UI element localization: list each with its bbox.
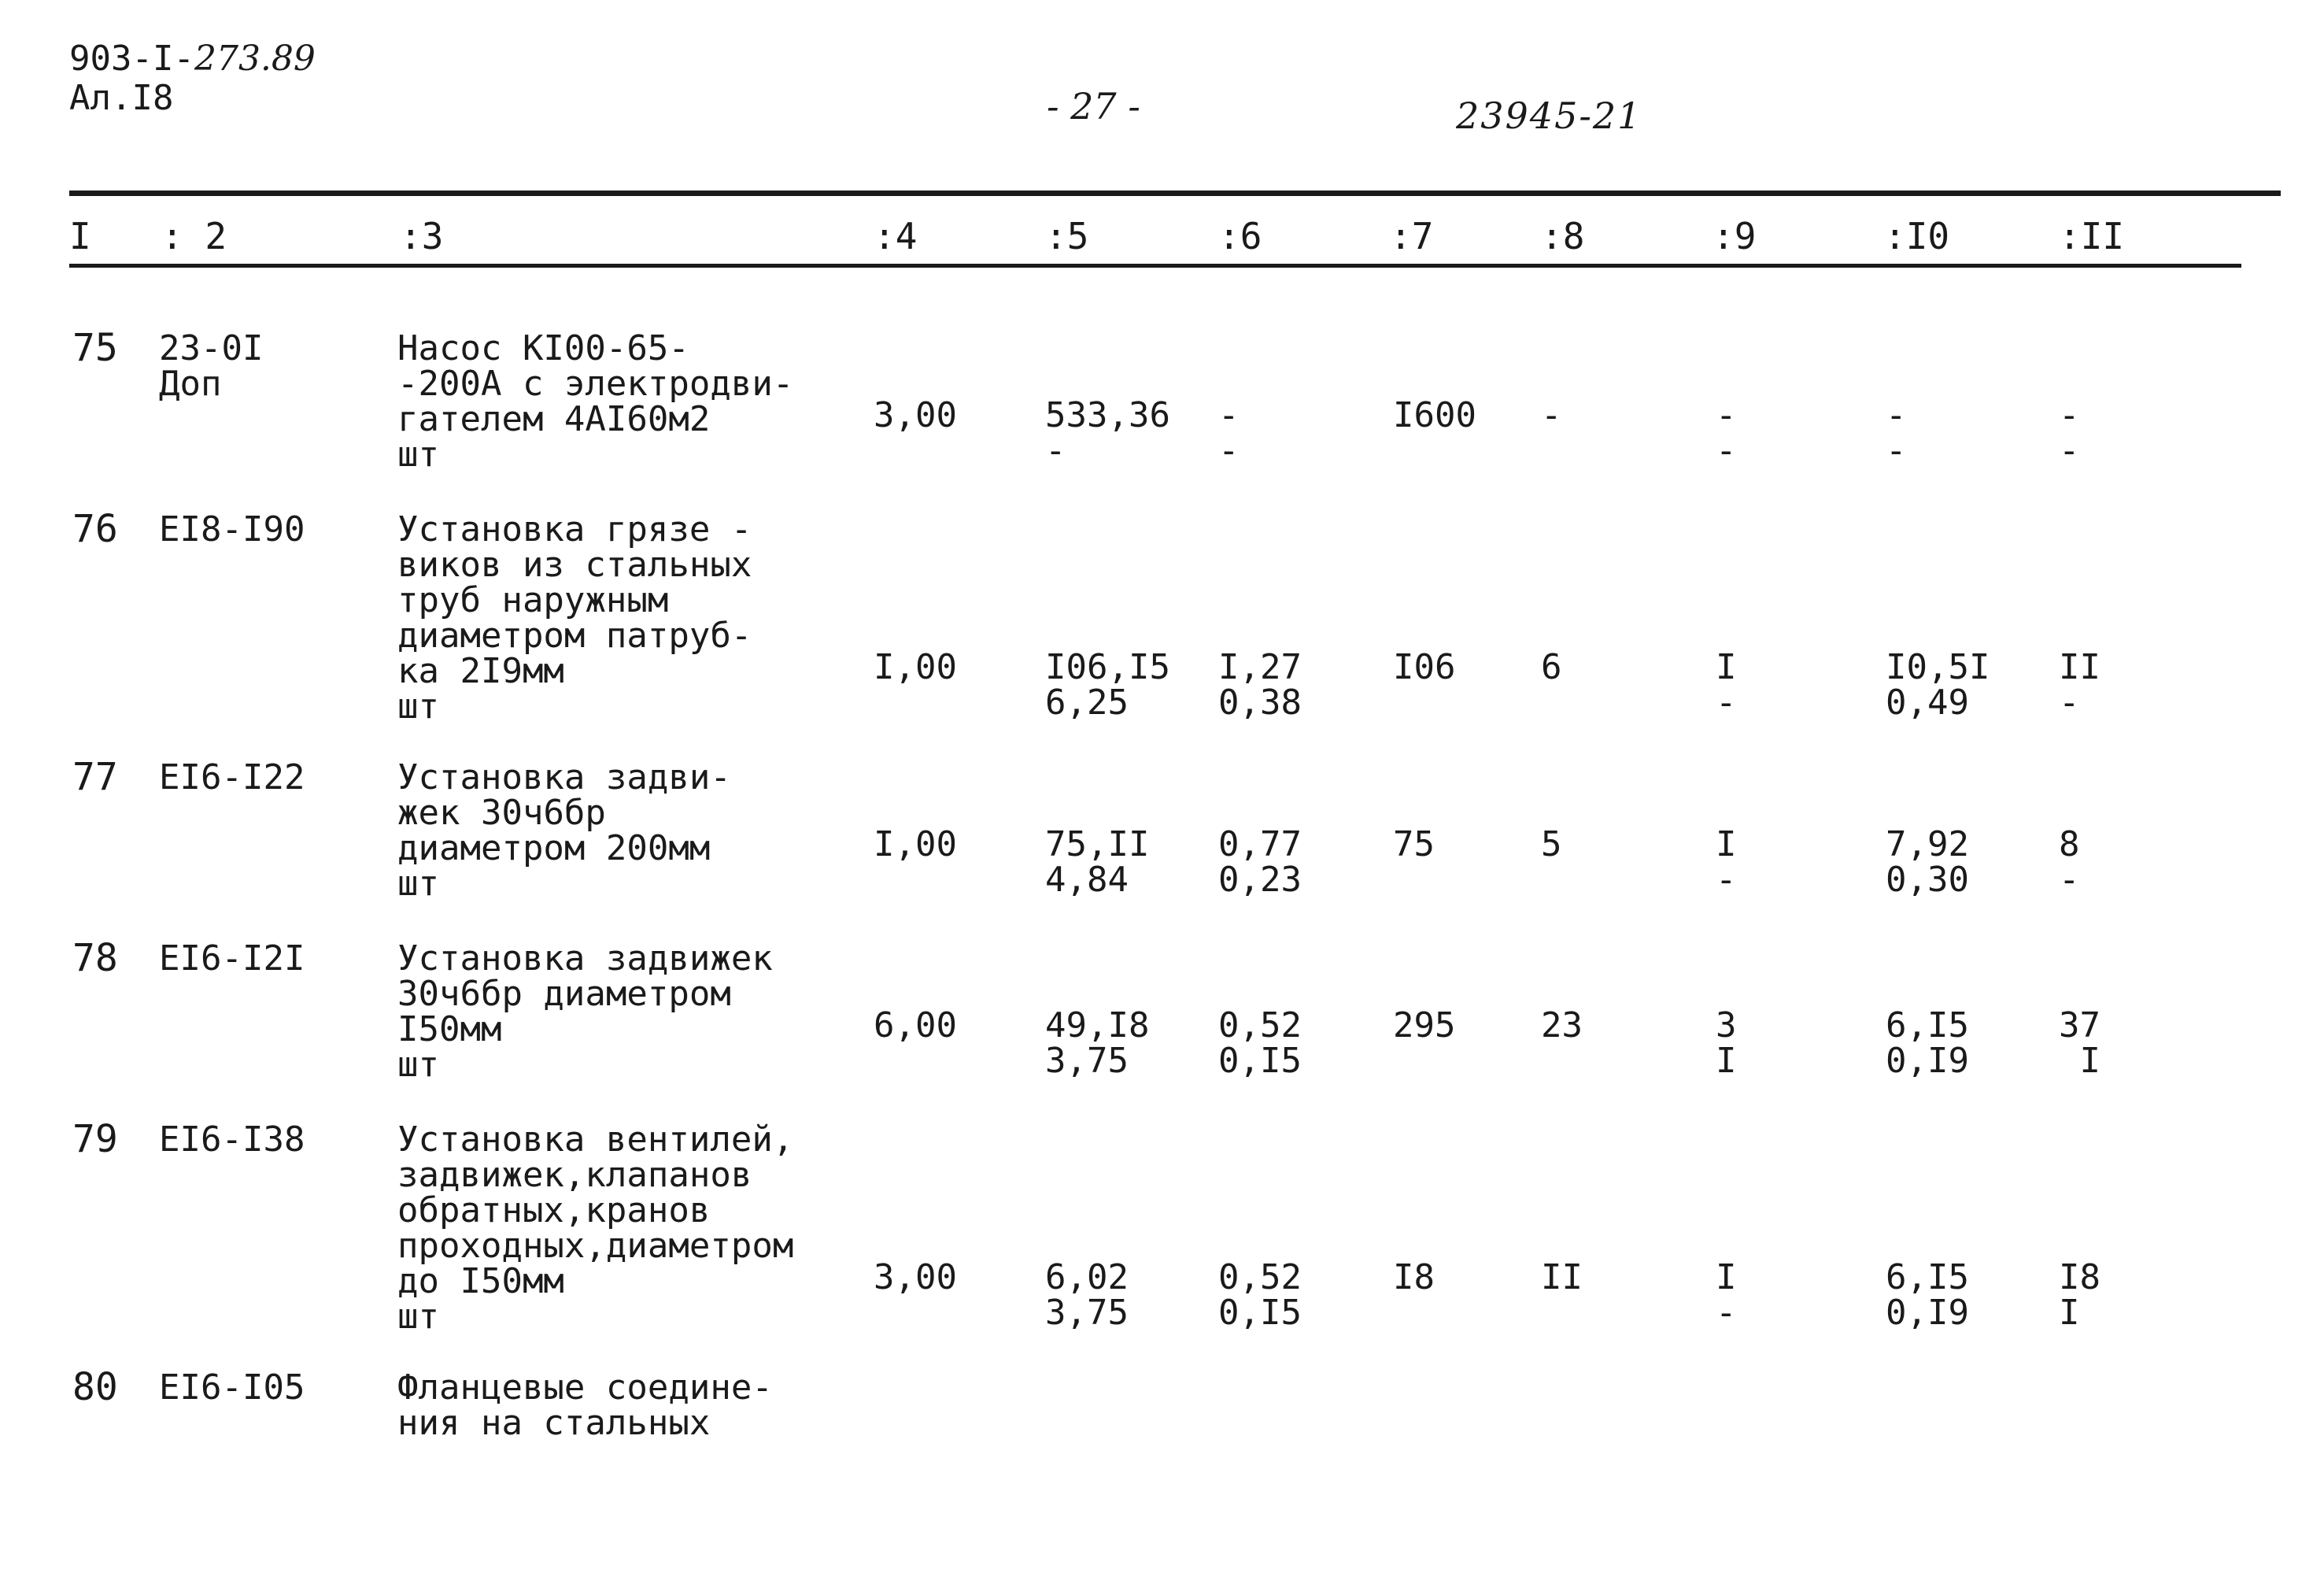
row-code: ЕI6-I38 [159, 1119, 305, 1160]
sheet-label: Ал.I8 [69, 78, 174, 118]
row-col4: 3,00 [874, 1257, 957, 1297]
row-code: ЕI6-I22 [159, 757, 305, 797]
row-col6: - - [1218, 395, 1240, 471]
series-handwritten: 273.89 [194, 39, 316, 79]
row-col5: I06,I5 6,25 [1045, 647, 1170, 723]
column-header-8: :8 [1541, 215, 1585, 257]
row-code: ЕI6-I05 [159, 1367, 305, 1408]
row-col9: - - [1716, 395, 1737, 471]
row-description: Установка грязе - виков из стальных труб наружным диаметром патруб- ка 2I9мм шт [397, 509, 752, 727]
row-description: Насос КI00-65- -200А с электродви- гателем 4АI60м2 шт [397, 328, 794, 475]
series-prefix: 903-I- [69, 39, 194, 79]
row-col9: I - [1716, 824, 1737, 900]
column-header-11: :II [2059, 215, 2125, 257]
row-number: 77 [72, 755, 118, 799]
row-col11: 8 - [2059, 824, 2080, 900]
row-col5: 6,02 3,75 [1045, 1257, 1129, 1333]
column-header-row [0, 214, 2324, 261]
header-rule [69, 264, 2241, 268]
row-col11: I8 I [2059, 1257, 2100, 1333]
row-code: ЕI8-I90 [159, 509, 305, 549]
row-description: Фланцевые соедине- ния на стальных [397, 1367, 773, 1443]
row-col8: 5 [1541, 824, 1562, 864]
column-header-9: :9 [1713, 215, 1757, 257]
row-number: 78 [72, 936, 118, 980]
row-description: Установка вентилей, задвижек,клапанов обратных,кранов проходных,диаметром до I50мм шт [397, 1119, 794, 1337]
row-col4: 6,00 [874, 1005, 957, 1045]
row-col8: II [1541, 1257, 1583, 1297]
row-col5: 533,36 - [1045, 395, 1170, 471]
document-number: 23945-21 [1456, 94, 1642, 137]
column-header-3: :3 [400, 215, 444, 257]
row-col4: I,00 [874, 824, 957, 864]
row-code: ЕI6-I2I [159, 938, 305, 979]
row-col6: I,27 0,38 [1218, 647, 1302, 723]
row-number: 79 [72, 1117, 118, 1161]
row-col6: 0,52 0,I5 [1218, 1257, 1302, 1333]
row-col7: 295 [1393, 1005, 1456, 1045]
row-col5: 75,II 4,84 [1045, 824, 1150, 900]
row-number: 76 [72, 507, 118, 551]
row-col7: I600 [1393, 395, 1476, 435]
row-col6: 0,52 0,I5 [1218, 1005, 1302, 1081]
row-col9: I - [1716, 1257, 1737, 1333]
page-number: - 27 - [1047, 85, 1140, 128]
row-col9: 3 I [1716, 1005, 1737, 1081]
row-col10: 6,I5 0,I9 [1886, 1005, 1969, 1081]
column-header-4: :4 [874, 215, 918, 257]
column-header-7: :7 [1390, 215, 1434, 257]
row-col4: 3,00 [874, 395, 957, 435]
row-col7: I06 [1393, 647, 1456, 687]
row-col6: 0,77 0,23 [1218, 824, 1302, 900]
row-col11: II - [2059, 647, 2100, 723]
row-number: 75 [72, 326, 118, 370]
row-col8: 23 [1541, 1005, 1583, 1045]
row-description: Установка задви- жек 30ч6бр диаметром 200мм шт [397, 757, 731, 904]
row-col7: 75 [1393, 824, 1435, 864]
column-header-5: :5 [1045, 215, 1089, 257]
row-col10: I0,5I 0,49 [1886, 647, 1990, 723]
top-rule [69, 191, 2281, 196]
column-header-2: : 2 [161, 215, 227, 257]
column-header-6: :6 [1218, 215, 1262, 257]
row-col8: - [1541, 395, 1562, 435]
row-col4: I,00 [874, 647, 957, 687]
row-col5: 49,I8 3,75 [1045, 1005, 1150, 1081]
row-col11: 37 I [2059, 1005, 2100, 1081]
series-code [69, 39, 316, 79]
column-header-10: :I0 [1884, 215, 1950, 257]
row-col10: - - [1886, 395, 1907, 471]
row-col8: 6 [1541, 647, 1562, 687]
row-col9: I - [1716, 647, 1737, 723]
row-number: 80 [72, 1365, 118, 1409]
row-col7: I8 [1393, 1257, 1435, 1297]
column-header-1: I [69, 215, 91, 257]
row-description: Установка задвижек 30ч6бр диаметром I50мм шт [397, 938, 773, 1085]
row-col11: - - [2059, 395, 2080, 471]
row-code: 23-0I Доп [159, 328, 264, 404]
row-col10: 7,92 0,30 [1886, 824, 1969, 900]
row-col10: 6,I5 0,I9 [1886, 1257, 1969, 1333]
